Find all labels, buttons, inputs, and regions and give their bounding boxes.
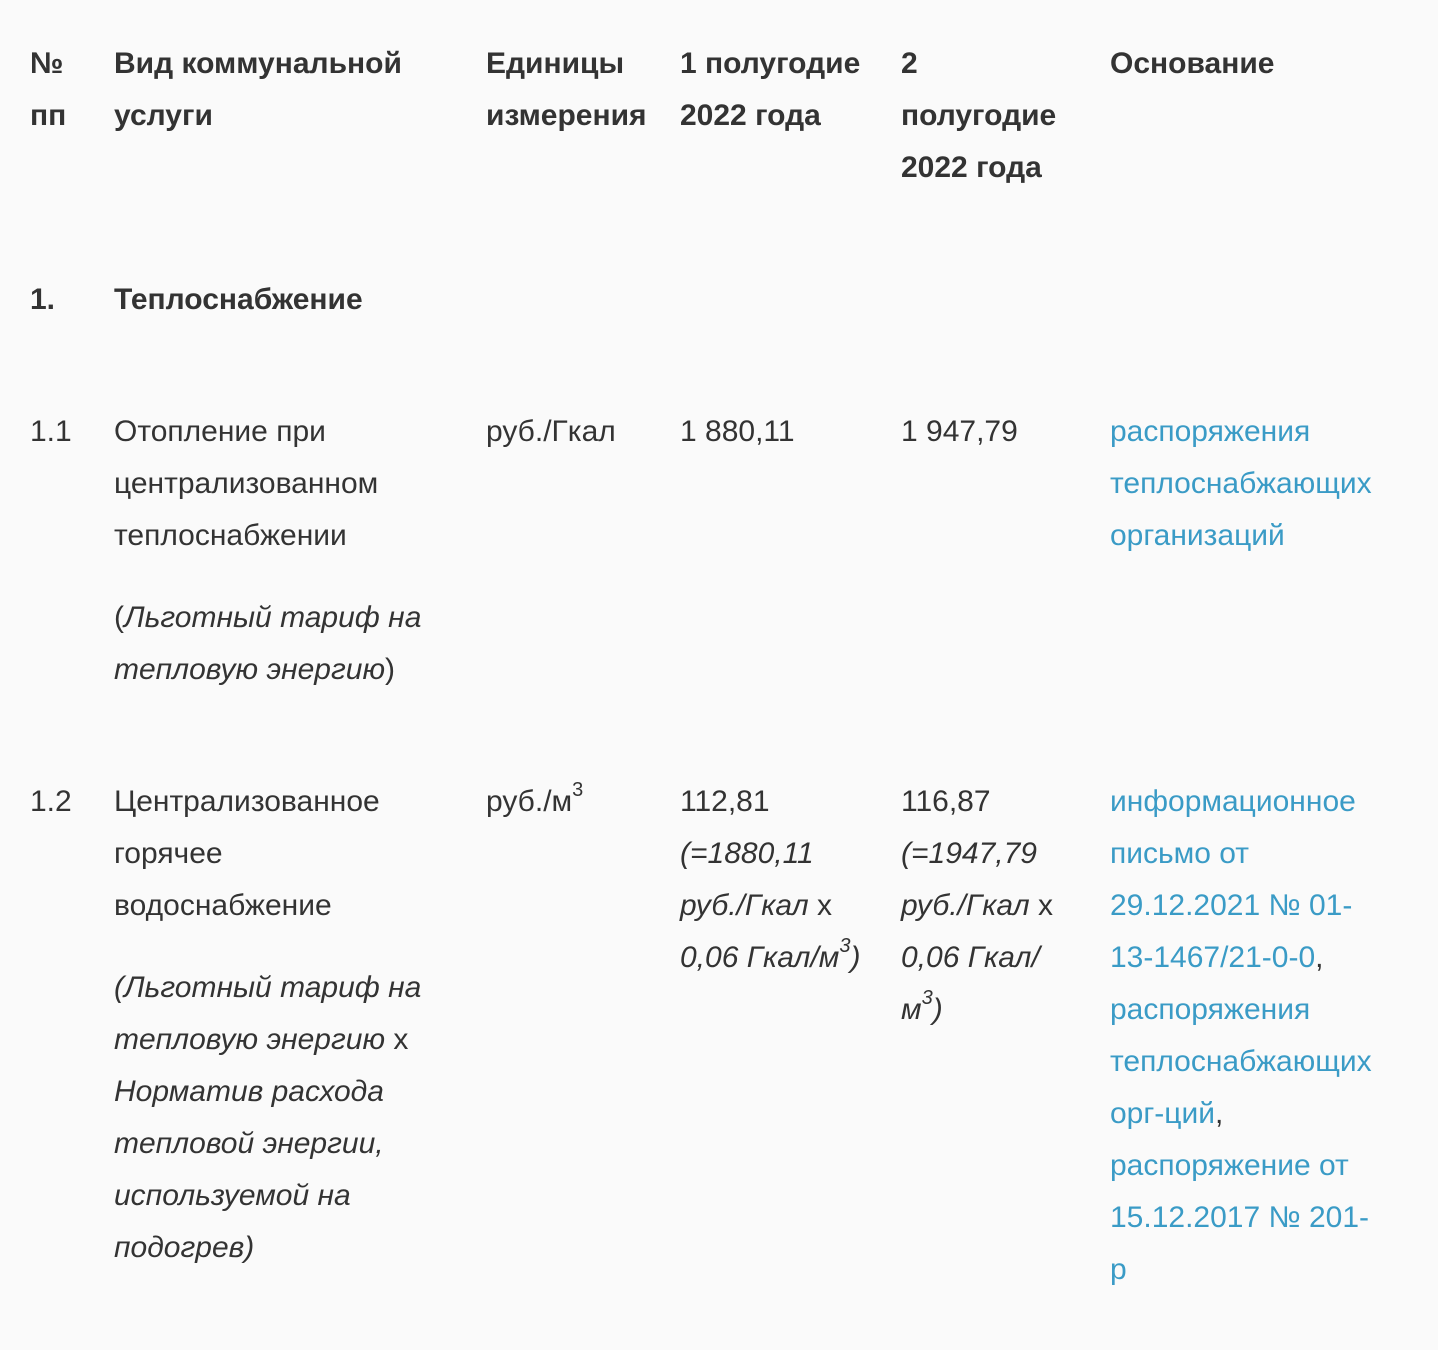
first-half-value: 112,81 <box>680 785 770 818</box>
section-title <box>114 274 514 326</box>
header-first-half <box>680 38 890 142</box>
basis-link-heat-orders[interactable]: организаций <box>1110 519 1285 552</box>
note-line: используемой на <box>114 1179 351 1212</box>
header-units-line: измерения <box>486 99 647 132</box>
header-second-half <box>901 38 1101 194</box>
formula-multiply: x <box>1029 889 1053 922</box>
formula-italic: руб./Гкал <box>901 889 1030 922</box>
service-line: централизованном <box>114 467 379 500</box>
header-service-line: Вид коммунальной <box>114 47 402 80</box>
row-1-1-second-half <box>901 406 1101 458</box>
basis-link-heat-orders[interactable]: распоряжения <box>1110 415 1311 448</box>
row-1-2-units <box>486 776 676 828</box>
units-sup: 3 <box>572 779 584 801</box>
header-first-half-line: 2022 года <box>680 99 821 132</box>
second-half-value: 116,87 <box>901 785 991 818</box>
formula-line: (=1880,11 <box>680 837 814 870</box>
header-basis <box>1110 38 1410 90</box>
header-first-half-line: 1 полугодие <box>680 47 861 80</box>
basis-link-order-2017[interactable]: 15.12.2017 № 201- <box>1110 1201 1370 1234</box>
formula-multiply: x <box>808 889 832 922</box>
formula-sup: 3 <box>839 935 851 957</box>
row-1-1-num <box>30 406 100 458</box>
formula-line <box>680 932 890 984</box>
first-half-value: 1 880,11 <box>680 415 795 448</box>
basis-comma: , <box>1215 1097 1224 1130</box>
row-1-2-basis <box>1110 776 1410 1296</box>
basis-link-heat-orders[interactable]: теплоснабжающих <box>1110 1045 1372 1078</box>
service-line: Отопление при <box>114 415 326 448</box>
header-units <box>486 38 676 142</box>
units-base: руб./м <box>486 785 573 818</box>
formula-close: ) <box>932 993 943 1026</box>
note-line <box>114 592 474 644</box>
basis-link-order-2017[interactable]: р <box>1110 1253 1127 1286</box>
note-line: (Льготный тариф на <box>114 971 422 1004</box>
basis-link-order-2017[interactable]: распоряжение от <box>1110 1149 1349 1182</box>
units-text: руб./Гкал <box>486 415 616 448</box>
second-half-value: 1 947,79 <box>901 415 1018 448</box>
header-service-line: услуги <box>114 99 213 132</box>
formula-italic: 0,06 Гкал/м <box>680 941 840 974</box>
service-line: теплоснабжении <box>114 519 347 552</box>
basis-link-info-letter[interactable]: 29.12.2021 № 01- <box>1110 889 1353 922</box>
section-num-text: 1. <box>30 283 56 316</box>
units-text <box>486 776 676 828</box>
basis-comma: , <box>1315 941 1324 974</box>
row-1-1-service <box>114 406 474 696</box>
service-line: горячее <box>114 837 223 870</box>
service-note <box>114 962 474 1274</box>
note-line: подогрев) <box>114 1231 255 1264</box>
header-second-half-line: полугодие <box>901 99 1057 132</box>
row-1-2-num <box>30 776 100 828</box>
header-num-line: пп <box>30 99 67 132</box>
note-paren-open: ( <box>114 601 124 634</box>
note-italic: тепловую энергию <box>114 1023 386 1056</box>
service-note <box>114 592 474 696</box>
basis-link-heat-orders[interactable]: распоряжения <box>1110 993 1311 1026</box>
formula-line: 0,06 Гкал/ <box>901 941 1040 974</box>
header-num-line: № <box>30 47 64 80</box>
note-paren-close: ) <box>385 653 396 686</box>
row-1-2-service <box>114 776 474 1274</box>
formula-italic: руб./Гкал <box>680 889 809 922</box>
note-line <box>114 1014 474 1066</box>
header-second-half-line: 2 <box>901 47 918 80</box>
formula-line <box>901 984 1101 1036</box>
note-line <box>114 644 474 696</box>
row-num-text: 1.2 <box>30 785 72 818</box>
header-num <box>30 38 100 142</box>
note-line: Норматив расхода <box>114 1075 384 1108</box>
formula-line: (=1947,79 <box>901 837 1037 870</box>
basis-line <box>1110 932 1410 984</box>
basis-link-info-letter[interactable]: письмо от <box>1110 837 1250 870</box>
section-num <box>30 274 100 326</box>
formula-sup: 3 <box>921 987 933 1009</box>
section-title-text: Теплоснабжение <box>114 283 363 316</box>
note-line: тепловой энергии, <box>114 1127 384 1160</box>
basis-line <box>1110 1088 1410 1140</box>
row-1-1-units <box>486 406 676 458</box>
formula-italic: м <box>901 993 922 1026</box>
row-1-1-first-half <box>680 406 890 458</box>
basis-link-heat-orders[interactable]: теплоснабжающих <box>1110 467 1372 500</box>
formula-line <box>901 880 1101 932</box>
note-italic: тепловую энергию <box>114 653 386 686</box>
header-units-line: Единицы <box>486 47 625 80</box>
formula-close: ) <box>850 941 861 974</box>
service-line: Централизованное <box>114 785 380 818</box>
formula-line <box>680 880 890 932</box>
service-line: водоснабжение <box>114 889 332 922</box>
row-1-2-second-half <box>901 776 1101 1036</box>
note-multiply: x <box>385 1023 409 1056</box>
header-basis-line: Основание <box>1110 47 1275 80</box>
basis-link-info-letter[interactable]: информационное <box>1110 785 1356 818</box>
basis-link-heat-orders[interactable]: орг-ций <box>1110 1097 1215 1130</box>
row-1-1-basis <box>1110 406 1410 562</box>
header-second-half-line: 2022 года <box>901 151 1042 184</box>
basis-link-info-letter[interactable]: 13-1467/21-0-0 <box>1110 941 1316 974</box>
header-service <box>114 38 474 142</box>
row-num-text: 1.1 <box>30 415 72 448</box>
row-1-2-first-half <box>680 776 890 984</box>
note-italic: Льготный тариф на <box>124 601 422 634</box>
